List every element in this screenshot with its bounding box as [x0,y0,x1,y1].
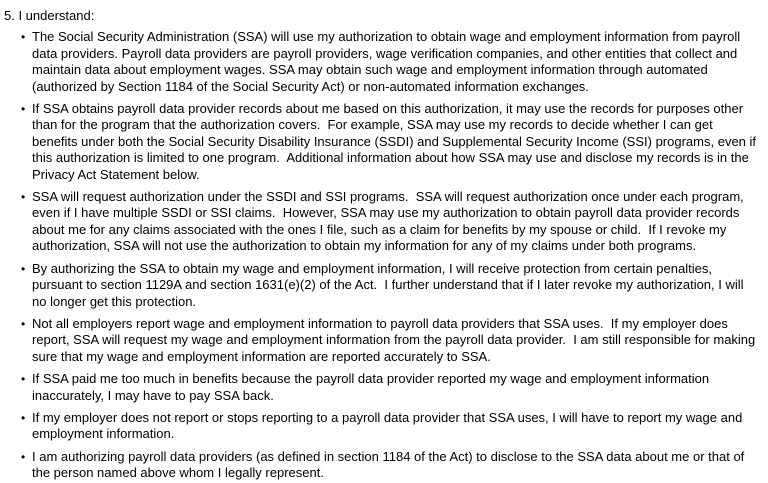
bullet-icon: • [21,102,26,117]
bullet-icon: • [21,372,26,387]
bullet-icon: • [21,30,26,45]
list-item [4,410,756,443]
list-item-text: The Social Security Administration (SSA) will use my authorization to obtain wage and employment information from payroll data providers. Payroll data providers are payroll providers, wage verification companies, and other entities that collect and maintain data about employment wages. SSA may obtain such wage and employment information through automated (authorized by Section 1184 of the Social Security Act) or non-automated information exchanges. [32,29,744,94]
list-item-text: SSA will request authorization under the SSDI and SSI programs. SSA will request authorization once under each program, even if I have multiple SSDI or SSI claims. However, SSA may use my authorization to obtain payroll data provider records about me for any claims associated with the ones I file, such as a claim for benefits by my spouse or child. If I revoke my authorization, SSA will not use the authorization to obtain my information for any of my claims under both programs. [32,189,748,254]
section-heading: 5. I understand: [4,8,95,23]
list-item-text: By authorizing the SSA to obtain my wage and employment information, I will receive protection from certain penalties, pursuant to section 1129A and section 1631(e)(2) of the Act. I further understand that if I later revoke my authorization, I will no longer get this protection. [32,260,748,309]
bullet-icon: • [21,449,26,464]
list-item-text: Not all employers report wage and employment information to payroll data providers that SSA uses. If my employer does report, SSA will request my wage and employment information from the payroll data provider. I am still responsible for making sure that my wage and employment information are reported accurately to SSA. [32,315,759,364]
bullet-icon: • [21,316,26,331]
list-item-text: If SSA paid me too much in benefits because the payroll data provider reported my wage and employment information inaccurately, I may have to pay SSA back. [32,371,713,403]
list-item-text: If SSA obtains payroll data provider records about me based on this authorization, it may use the records for purposes other than for the program that the authorization covers. For example, SSA may use my records to decide whether I can get benefits under both the Social Security Disability Insurance (SSDI) and Supplemental Security Income (SSI) programs, even if this authorization is limited to one program. Additional information about how SSA may use and disclose my records is in the Privacy Act Statement below. [32,101,760,182]
bullet-icon: • [21,261,26,276]
understanding-list [4,29,760,481]
list-item [4,101,760,183]
bullet-icon: • [21,190,26,205]
list-item [4,29,756,95]
list-item-text: I am authorizing payroll data providers (as defined in section 1184 of the Act) to disclose to the SSA data about me or that of the person named above whom I legally represent. [32,448,748,481]
list-item-text: If my employer does not report or stops reporting to a payroll data provider that SSA uses, I will have to report my wage and employment information. [32,409,746,442]
list-item [4,189,756,255]
list-item [4,371,756,404]
list-item [4,449,756,482]
list-item [4,315,759,365]
list-item [4,261,756,310]
bullet-icon: • [21,410,26,425]
